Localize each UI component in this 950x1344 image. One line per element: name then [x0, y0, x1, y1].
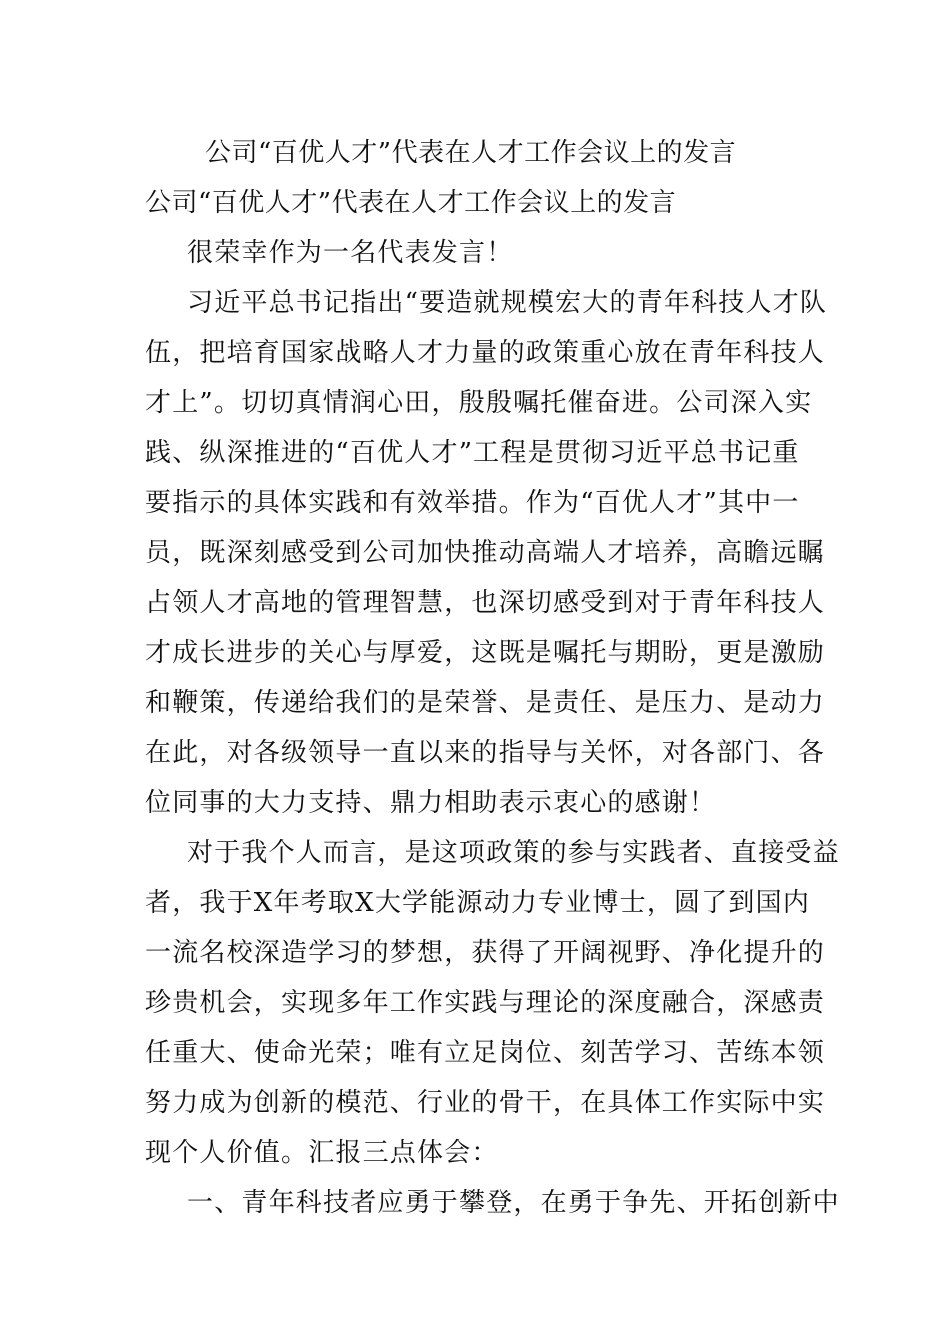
body-line: 努力成为创新的模范、行业的骨干，在具体工作实际中实 — [145, 1088, 826, 1118]
body-line: 珍贵机会，实现多年工作实践与理论的深度融合，深感责 — [145, 988, 826, 1018]
document-subtitle: 公司“百优人才”代表在人才工作会议上的发言 — [145, 188, 677, 218]
body-line: 要指示的具体实践和有效举措。作为“百优人才”其中一 — [145, 488, 800, 518]
body-line: 占领人才高地的管理智慧，也深切感受到对于青年科技人 — [145, 588, 826, 618]
body-line: 一、青年科技者应勇于攀登，在勇于争先、开拓创新中 — [187, 1188, 840, 1218]
body-line: 位同事的大力支持、鼎力相助表示衷心的感谢！ — [145, 788, 717, 818]
document-title: 公司“百优人才”代表在人才工作会议上的发言 — [205, 138, 737, 168]
body-line: 才上”。切切真情润心田，殷殷嘱托催奋进。公司深入实 — [145, 388, 813, 418]
body-line: 对于我个人而言，是这项政策的参与实践者、直接受益 — [187, 838, 840, 868]
body-line: 践、纵深推进的“百优人才”工程是贯彻习近平总书记重 — [145, 438, 800, 468]
body-line: 一流名校深造学习的梦想，获得了开阔视野、净化提升的 — [145, 938, 826, 968]
body-line: 习近平总书记指出“要造就规模宏大的青年科技人才队 — [187, 288, 828, 318]
body-line: 任重大、使命光荣；唯有立足岗位、刻苦学习、苦练本领 — [145, 1038, 826, 1068]
body-line: 现个人价值。汇报三点体会： — [145, 1138, 499, 1168]
body-line: 和鞭策，传递给我们的是荣誉、是责任、是压力、是动力 — [145, 688, 826, 718]
body-line: 员，既深刻感受到公司加快推动高端人才培养，高瞻远瞩 — [145, 538, 826, 568]
body-line: 者，我于X年考取X大学能源动力专业博士，圆了到国内 — [145, 888, 811, 918]
body-line: 伍，把培育国家战略人才力量的政策重心放在青年科技人 — [145, 338, 826, 368]
body-line: 才成长进步的关心与厚爱，这既是嘱托与期盼，更是激励 — [145, 638, 826, 668]
body-line: 在此，对各级领导一直以来的指导与关怀，对各部门、各 — [145, 738, 826, 768]
body-line: 很荣幸作为一名代表发言！ — [187, 238, 514, 268]
